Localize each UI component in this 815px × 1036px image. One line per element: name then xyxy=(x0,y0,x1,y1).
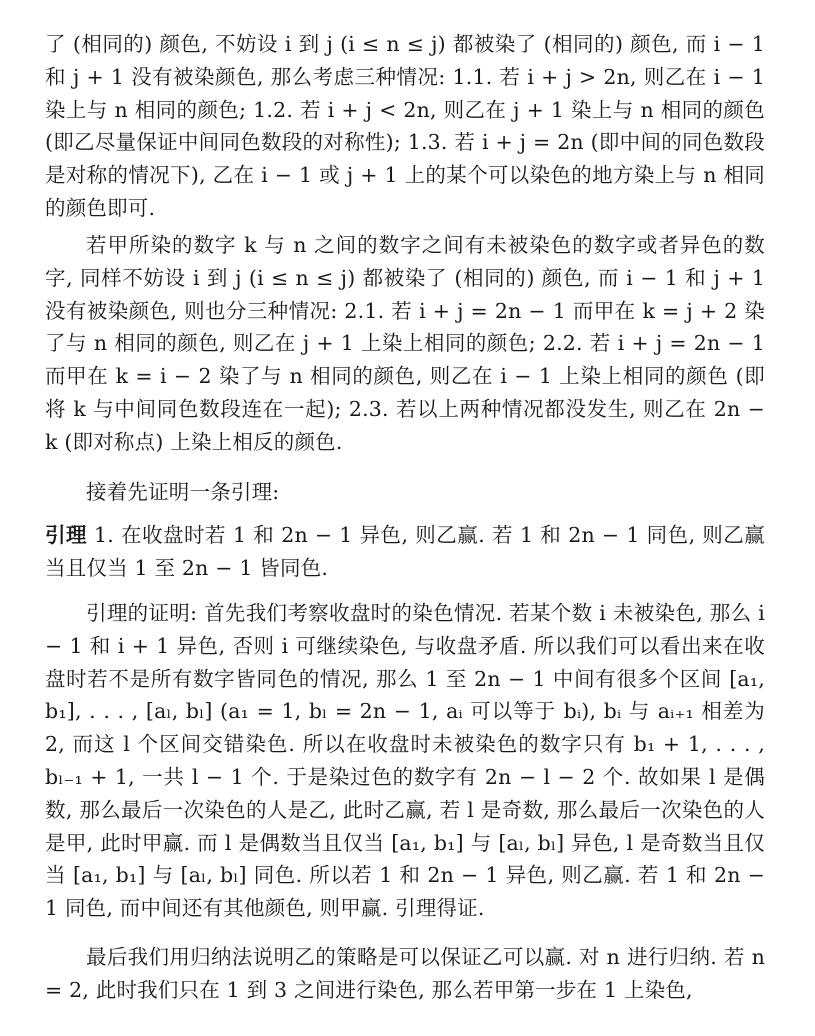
paragraph-lemma-statement xyxy=(45,519,765,585)
paragraph-strategy-case-2: 若甲所染的数字 k 与 n 之间的数字之间有未被染色的数字或者异色的数字, 同样不妨设 i 到 j (i ≤ n ≤ j) 都被染了 (相同的) 颜色, 而 i − 1 和 j + 1 没有被染颜色, 则也分三种情况: 2.1. 若 i + j = 2n − 1 而甲在 k = j + 2 染了与 n 相同的颜色, 则乙在 j + 1 上染上相同的颜色; 2.2. 若 i + j = 2n − 1 而甲在 k = i − 2 染了与 n 相同的颜色, 则乙在 i − 1 上染上相同的颜色 (即将 k 与中间同色数段连在一起); 2.3. 若以上两种情况都没发生, 则乙在 2n − k (即对称点) 上染上相反的颜色. xyxy=(45,233,765,454)
paragraph-strategy-case-1: 了 (相同的) 颜色, 不妨设 i 到 j (i ≤ n ≤ j) 都被染了 (相同的) 颜色, 而 i − 1 和 j + 1 没有被染颜色, 那么考虑三种情况: 1.1. 若 i + j > 2n, 则乙在 i − 1 染上与 n 相同的颜色; 1.2. 若 i + j < 2n, 则乙在 j + 1 染上与 n 相同的颜色 (即乙尽量保证中间同色数段的对称性); 1.3. 若 i + j = 2n (即中间的同色数段是对称的情况下), 乙在 i − 1 或 j + 1 上的某个可以染色的地方染上与 n 相同的颜色即可. xyxy=(45,32,765,220)
lemma-label: 引理 xyxy=(45,523,87,547)
paragraph-induction: 最后我们用归纳法说明乙的策略是可以保证乙可以赢. 对 n 进行归纳. 若 n = 2, 此时我们只在 1 到 3 之间进行染色, 那么若甲第一步在 1 上染色, xyxy=(45,945,765,1002)
lemma-text: 1. 在收盘时若 1 和 2n − 1 异色, 则乙赢. 若 1 和 2n − 1 同色, 则乙赢当且仅当 1 至 2n − 1 皆同色. xyxy=(45,523,765,580)
paragraph-lemma-intro: 接着先证明一条引理: xyxy=(86,480,280,504)
paragraph-lemma-proof: 引理的证明: 首先我们考察收盘时的染色情况. 若某个数 i 未被染色, 那么 i − 1 和 i + 1 异色, 否则 i 可继续染色, 与收盘矛盾. 所以我们可以看出来在收盘时若不是所有数字皆同色的情况, 那么 1 至 2n − 1 中间有很多个区间 [a₁, b₁], . . . , [aₗ, bₗ] (a₁ = 1, bₗ = 2n − 1, aᵢ 可以等于 bᵢ), bᵢ 与 aᵢ₊₁ 相差为 2, 而这 l 个区间交错染色. 所以在收盘时未被染色的数字只有 b₁ + 1, . . . , bₗ₋₁ + 1, 一共 l − 1 个. 于是染过色的数字有 2n − l − 2 个. 故如果 l 是偶数, 那么最后一次染色的人是乙, 此时乙赢, 若 l 是奇数, 那么最后一次染色的人是甲, 此时甲赢. 而 l 是偶数当且仅当 [a₁, b₁] 与 [aₗ, bₗ] 异色, l 是奇数当且仅当 [a₁, b₁] 与 [aₗ, bₗ] 同色. 所以若 1 和 2n − 1 异色, 则乙赢. 若 1 和 2n − 1 同色, 而中间还有其他颜色, 则甲赢. 引理得证. xyxy=(45,601,765,921)
